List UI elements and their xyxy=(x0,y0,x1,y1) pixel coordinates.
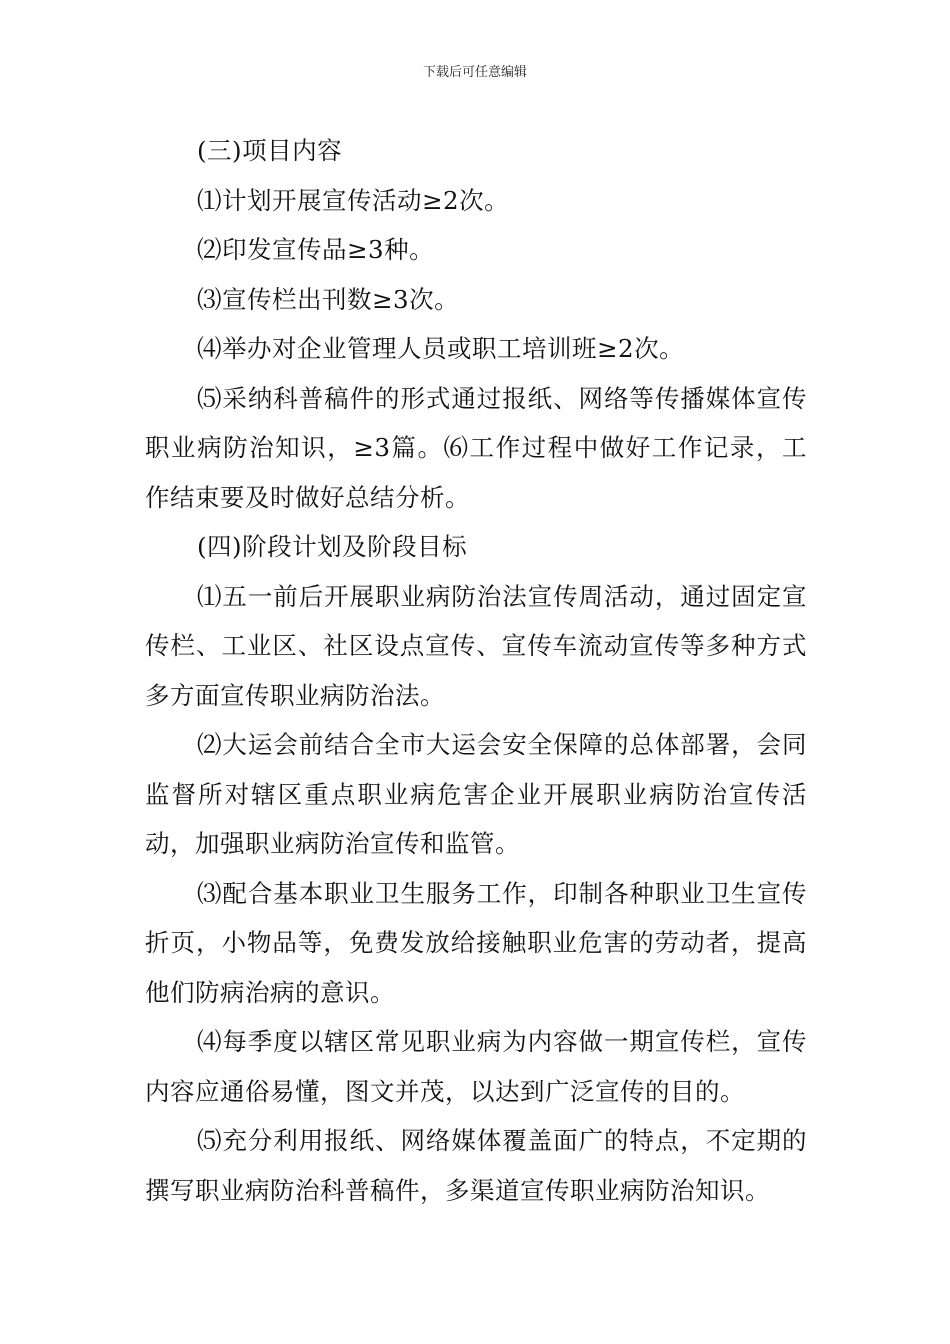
list-item-2: ⑵印发宣传品≥3种。 xyxy=(197,235,435,264)
list-item-3: ⑶宣传栏出刊数≥3次。 xyxy=(197,284,460,314)
list-item-4: ⑷举办对企业管理人员或职工培训班≥2次。 xyxy=(197,334,685,363)
list-item-1: ⑴计划开展宣传活动≥2次。 xyxy=(197,185,510,215)
section-heading-stage-plan: (四)阶段计划及阶段目标 xyxy=(197,532,468,561)
page-header-note: 下载后可任意编辑 xyxy=(422,65,527,80)
stage-item-2: ⑵大运会前结合全市大运会安全保障的总体部署，会同监督所对辖区重点职业病危害企业开展职业病防治宣传活动，加强职业病防治宣传和监管。 xyxy=(145,730,807,858)
stage-item-4: ⑷每季度以辖区常见职业病为内容做一期宣传栏，宣传内容应通俗易懂，图文并茂，以达到广泛宣传的目的。 xyxy=(145,1027,807,1106)
document-body xyxy=(145,126,807,1215)
section-heading-project-content: (三)项目内容 xyxy=(197,136,343,165)
list-item-5-6: ⑸采纳科普稿件的形式通过报纸、网络等传播媒体宣传职业病防治知识，≥3篇。⑹工作过程中做好工作记录，工作结束要及时做好总结分析。 xyxy=(145,383,807,512)
stage-item-1: ⑴五一前后开展职业病防治法宣传周活动，通过固定宣传栏、工业区、社区设点宣传、宣传车流动宣传等多种方式多方面宣传职业病防治法。 xyxy=(145,581,807,710)
stage-item-3: ⑶配合基本职业卫生服务工作，印制各种职业卫生宣传折页，小物品等，免费发放给接触职业危害的劳动者，提高他们防病治病的意识。 xyxy=(145,878,807,1007)
stage-item-5: ⑸充分利用报纸、网络媒体覆盖面广的特点，不定期的撰写职业病防治科普稿件，多渠道宣传职业病防治知识。 xyxy=(145,1126,807,1205)
